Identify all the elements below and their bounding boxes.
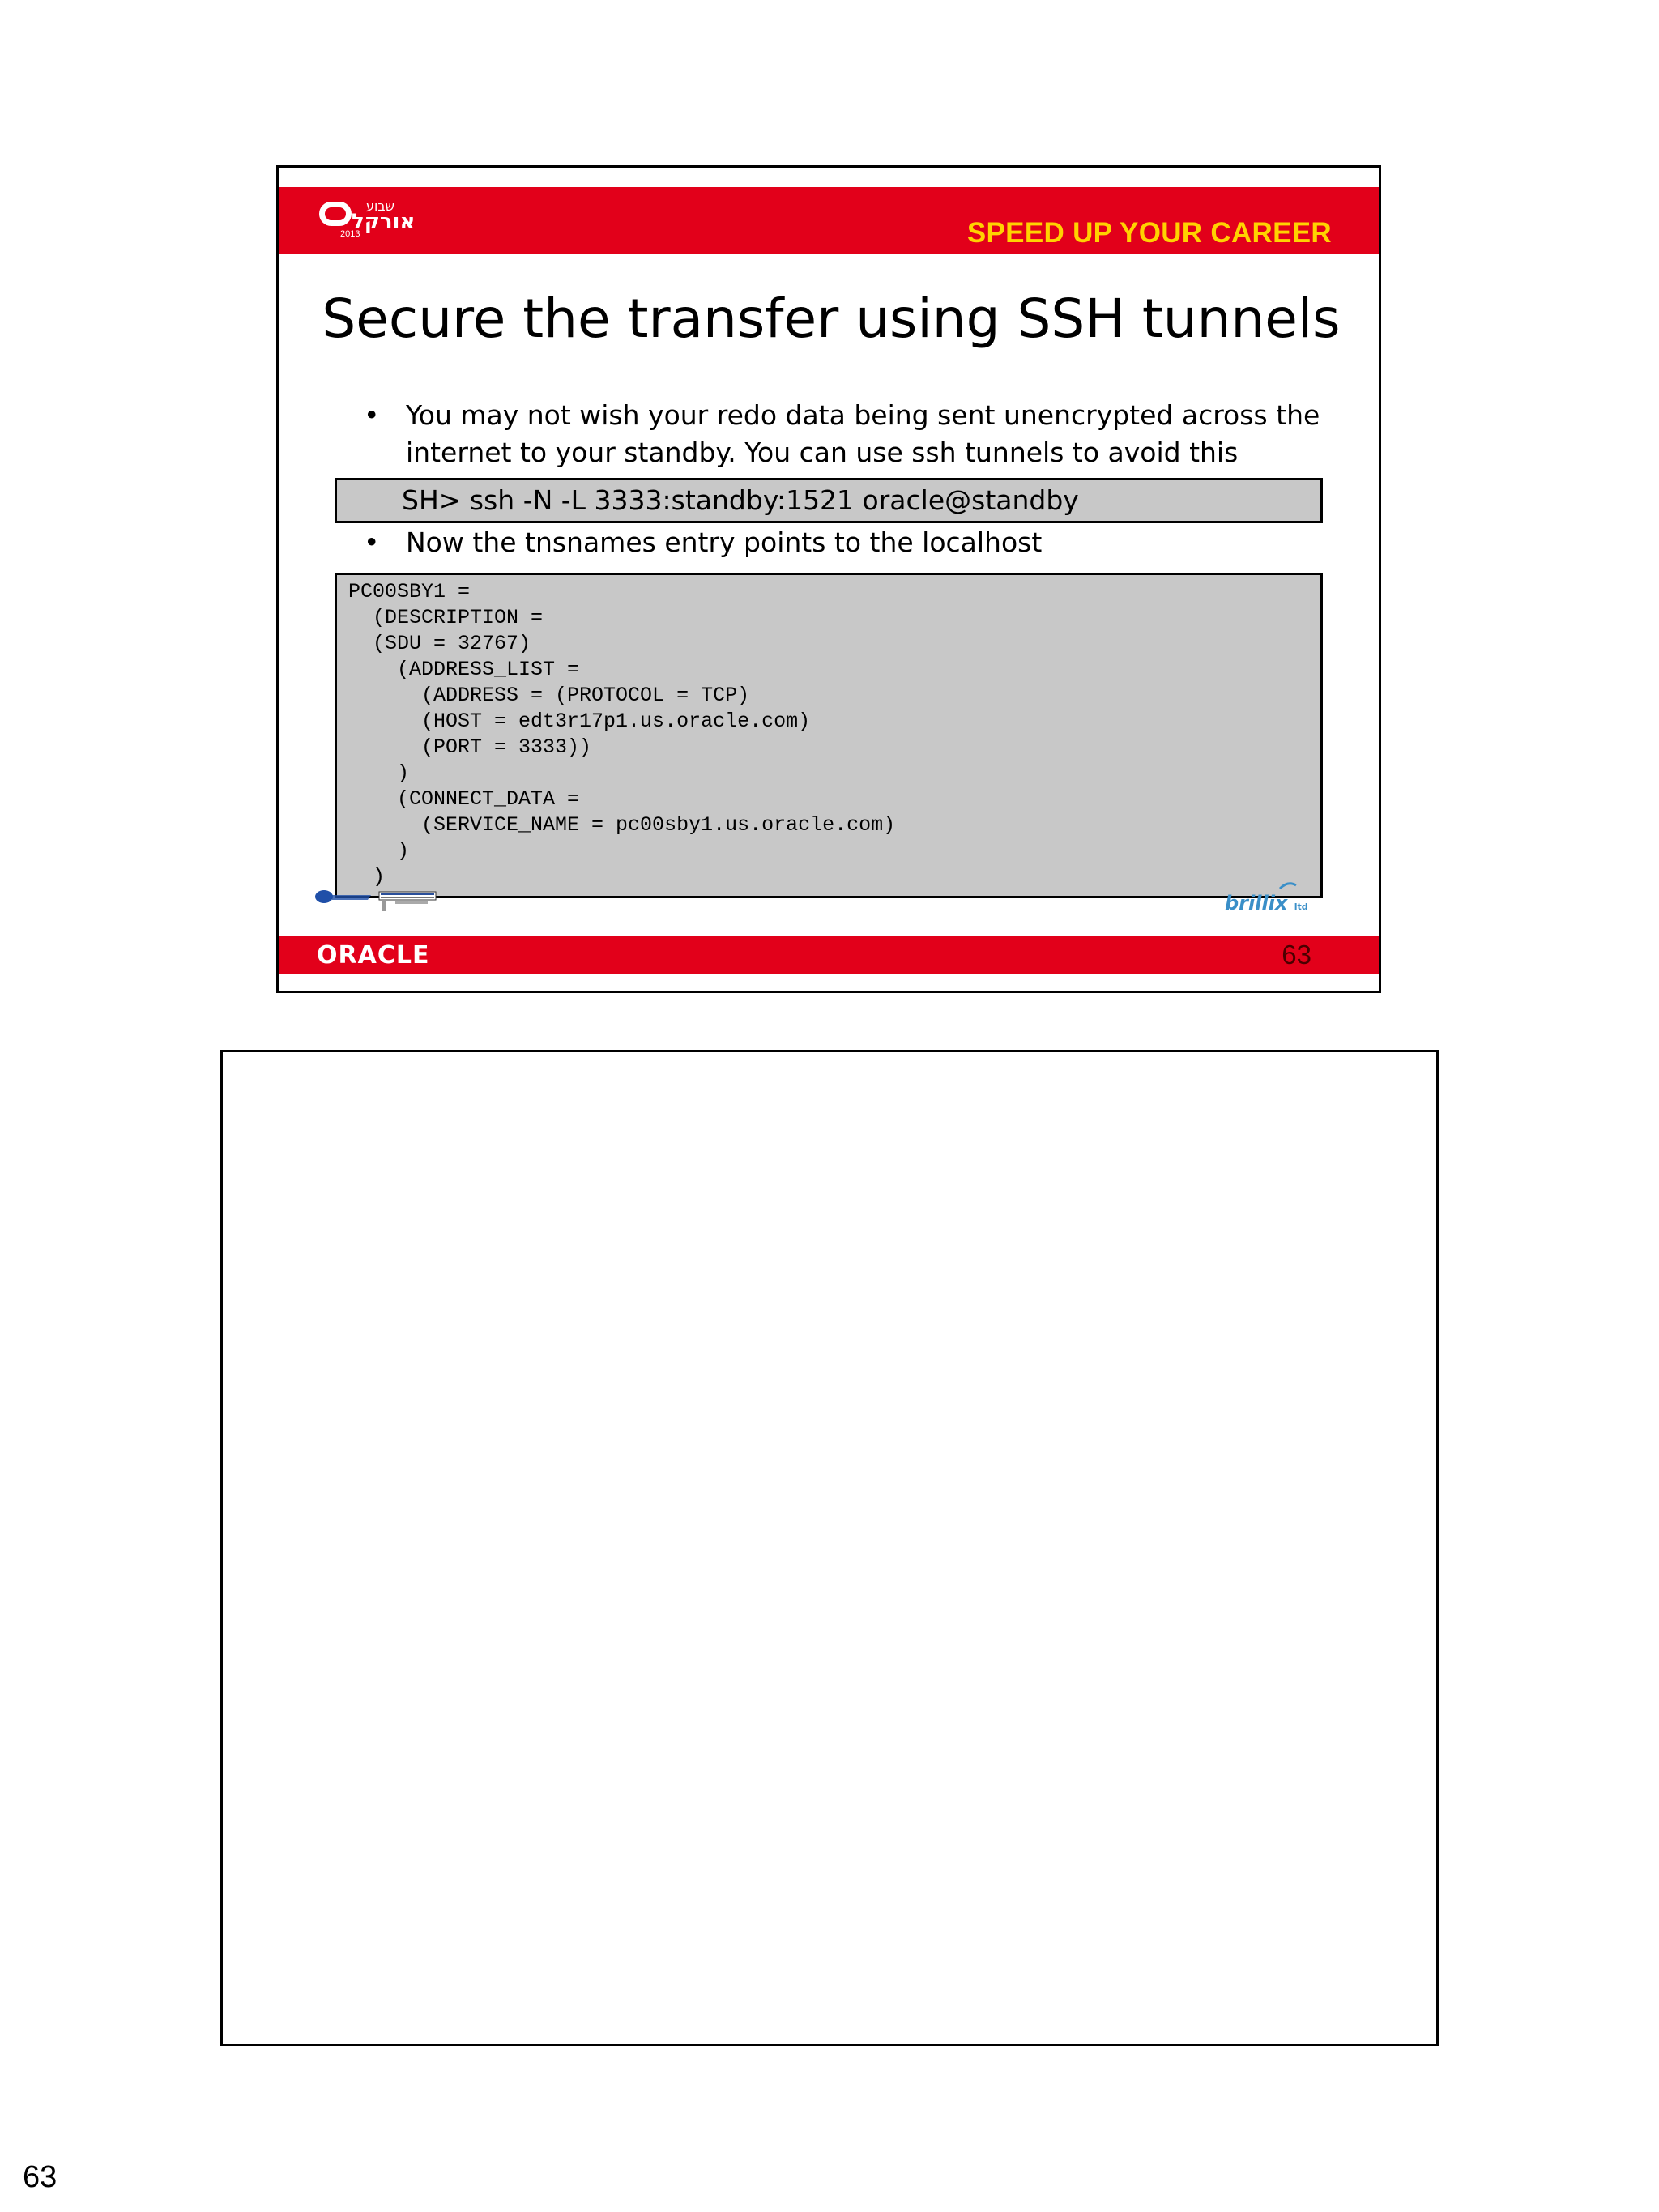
oracle-logo: ORACLE (317, 941, 430, 970)
brillix-logo (1225, 892, 1314, 924)
code-line: (ADDRESS = (PROTOCOL = TCP) (348, 684, 750, 707)
bullet-text (406, 397, 1320, 471)
code-line: (CONNECT_DATA = (348, 787, 580, 811)
code-line: ) (348, 865, 386, 889)
tnsnames-code-box (335, 573, 1323, 898)
slide-footer-bar (279, 936, 1379, 974)
bullet-text: Now the tnsnames entry points to the localhost (406, 526, 1043, 558)
code-line: ) (348, 761, 410, 785)
slide-thumbnail (276, 165, 1381, 993)
code-line: (SERVICE_NAME = pc00sby1.us.oracle.com) (348, 813, 896, 837)
bullet-line-2: internet to your standby. You can use ssh tunnels to avoid this (406, 437, 1239, 468)
brillix-swoosh-icon (1278, 880, 1298, 892)
logo-ring-icon (319, 202, 352, 226)
bullet-line-1: You may not wish your redo data being sent unencrypted across the (406, 399, 1320, 431)
logo-hebrew-main: אורקל (352, 210, 416, 234)
code-line: (PORT = 3333)) (348, 735, 592, 759)
partner-logo-icon (314, 889, 452, 913)
notes-area (220, 1050, 1439, 2046)
code-line: (ADDRESS_LIST = (348, 658, 580, 681)
logo-hebrew-small: שבוע (366, 198, 394, 214)
ssh-command-box: SH> ssh -N -L 3333:standby:1521 oracle@standby (335, 478, 1323, 523)
code-line: (DESCRIPTION = (348, 606, 544, 629)
slide-tagline: SPEED UP YOUR CAREER (966, 217, 1332, 249)
bullet-marker: • (364, 526, 380, 558)
oracle-week-logo (319, 198, 449, 247)
brillix-name: brillix (1225, 892, 1288, 914)
brillix-suffix: ltd (1294, 901, 1308, 912)
bullet-marker: • (364, 399, 380, 431)
code-line: (SDU = 32767) (348, 632, 531, 655)
slide-title: Secure the transfer using SSH tunnels (322, 288, 1341, 350)
code-line: (HOST = edt3r17p1.us.oracle.com) (348, 710, 811, 733)
page-number: 63 (23, 2160, 58, 2194)
code-line: PC00SBY1 = (348, 580, 471, 603)
slide-header-bar (279, 187, 1379, 254)
slide-number: 63 (1282, 940, 1311, 970)
code-line: ) (348, 839, 410, 863)
logo-year: 2013 (340, 229, 360, 239)
